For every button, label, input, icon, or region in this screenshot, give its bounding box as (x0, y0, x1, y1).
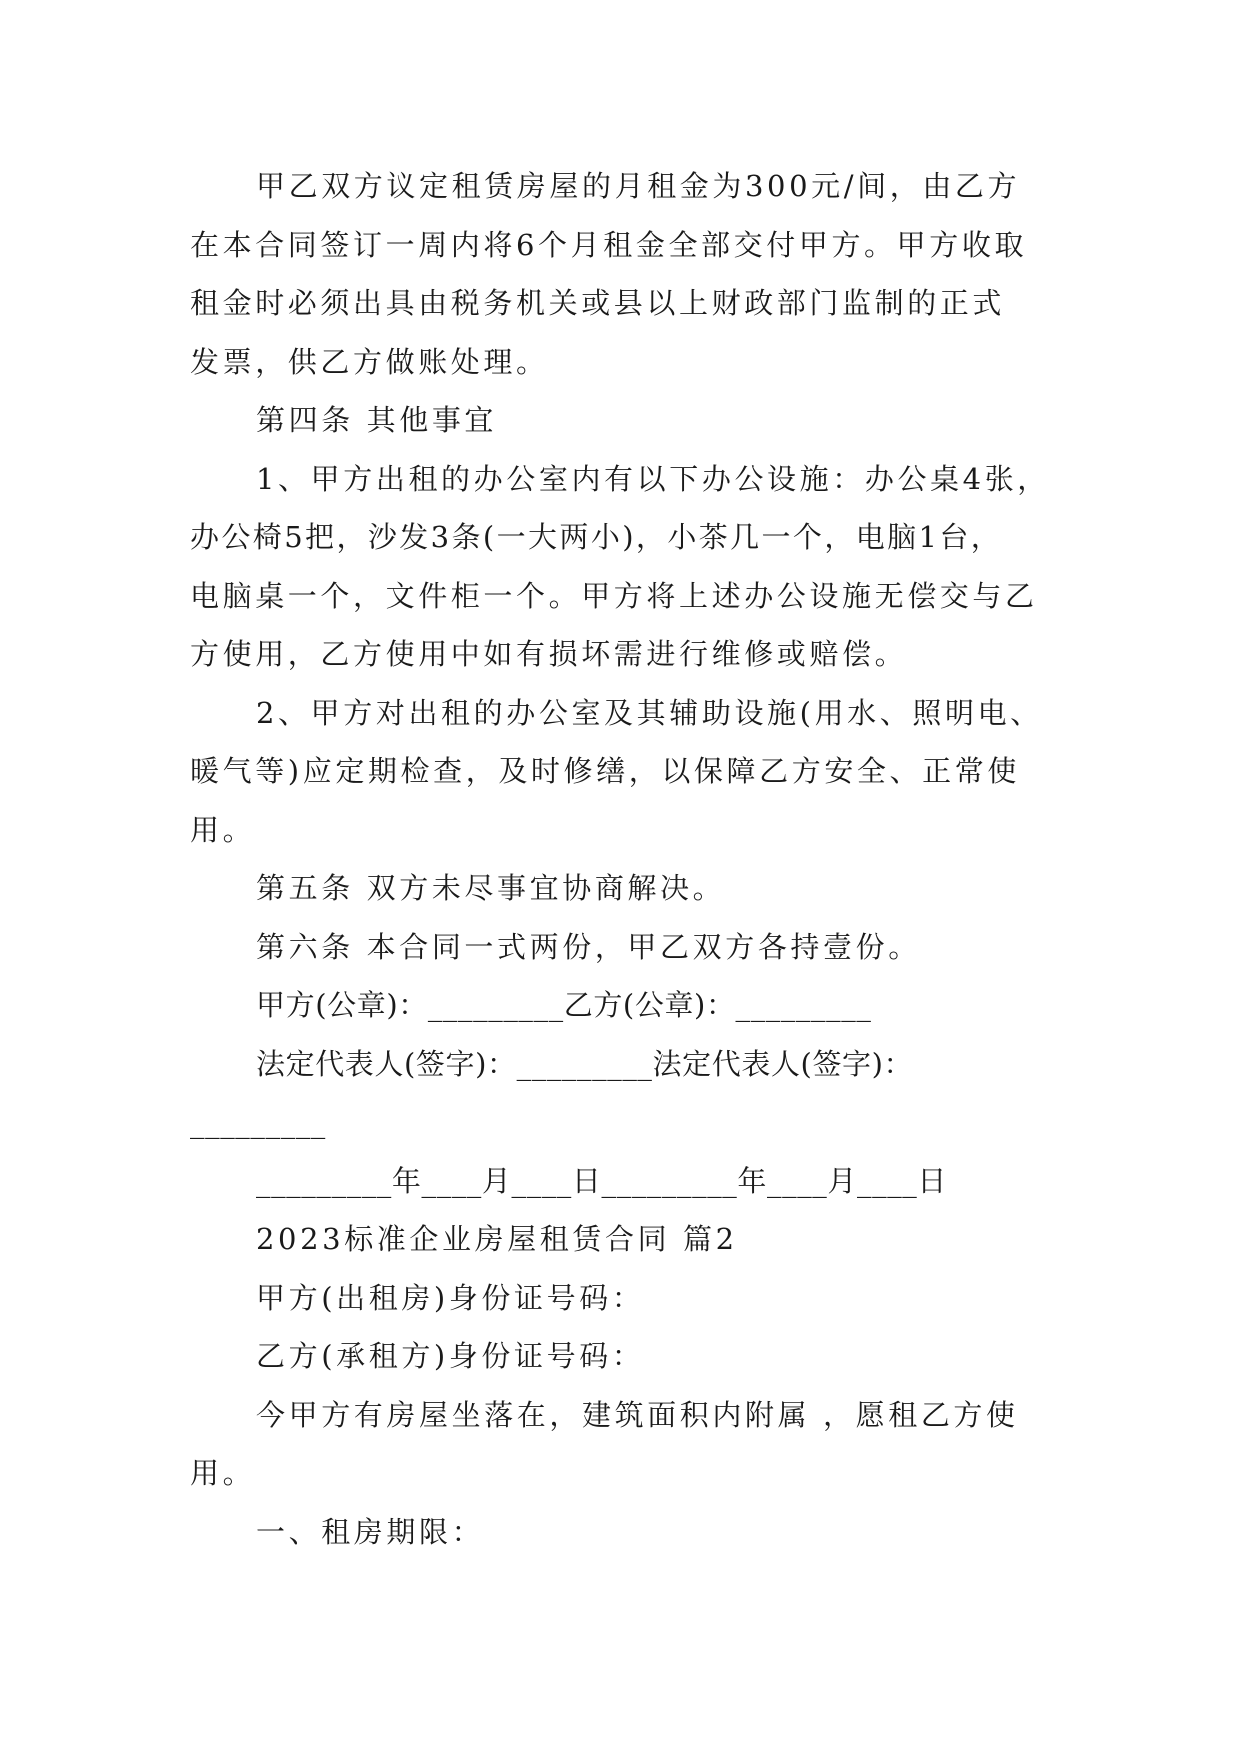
rent-paragraph-line-4: 发票，供乙方做账处理。 (190, 344, 549, 379)
property-paragraph-line-2: 用。 (190, 1456, 256, 1490)
facilities-paragraph-line-3: 电脑桌一个，文件柜一个。甲方将上述办公设施无偿交与乙 (190, 578, 1038, 613)
signature-blank: _________ (190, 1105, 326, 1139)
facilities-paragraph-line-2: 办公椅5把，沙发3条(一大两小)，小茶几一个，电脑1台， (190, 520, 1003, 554)
rent-paragraph-line-3: 租金时必须出具由税务机关或县以上财政部门监制的正式 (190, 286, 1006, 320)
property-paragraph-line-1: 今甲方有房屋坐落在，建筑面积内附属 ，愿租乙方使 (256, 1397, 1019, 1432)
maintenance-paragraph-line-2: 暖气等)应定期检查，及时修缮，以保障乙方安全、正常使 (190, 754, 1020, 788)
facilities-paragraph-line-1: 1、甲方出租的办公室内有以下办公设施：办公桌4张， (256, 461, 1050, 496)
party-b-id: 乙方(承租方)身份证号码： (256, 1339, 645, 1373)
contract-2-title: 2023标准企业房屋租赁合同 篇2 (256, 1222, 738, 1256)
article-six: 第六条 本合同一式两份，甲乙双方各持壹份。 (256, 929, 921, 964)
article-four-heading: 第四条 其他事宜 (256, 403, 498, 437)
party-a-id: 甲方(出租房)身份证号码： (256, 1280, 645, 1315)
maintenance-paragraph-line-3: 用。 (190, 812, 256, 847)
seal-line: 甲方(公章)：_________乙方(公章)：_________ (256, 988, 872, 1022)
document-body (190, 157, 1090, 1561)
lease-term-heading: 一、租房期限： (256, 1514, 485, 1549)
signature-line: 法定代表人(签字)：_________法定代表人(签字)： (256, 1046, 914, 1081)
rent-paragraph-line-2: 在本合同签订一周内将6个月租金全部交付甲方。甲方收取 (190, 227, 1028, 262)
facilities-paragraph-line-4: 方使用，乙方使用中如有损坏需进行维修或赔偿。 (190, 637, 908, 671)
article-five: 第五条 双方未尽事宜协商解决。 (256, 871, 726, 905)
rent-paragraph-line-1: 甲乙双方议定租赁房屋的月租金为300元/间，由乙方 (256, 169, 1021, 203)
maintenance-paragraph-line-1: 2、甲方对出租的办公室及其辅助设施(用水、照明电、 (256, 695, 1043, 730)
date-line: _________年____月____日_________年____月____日 (256, 1163, 947, 1198)
